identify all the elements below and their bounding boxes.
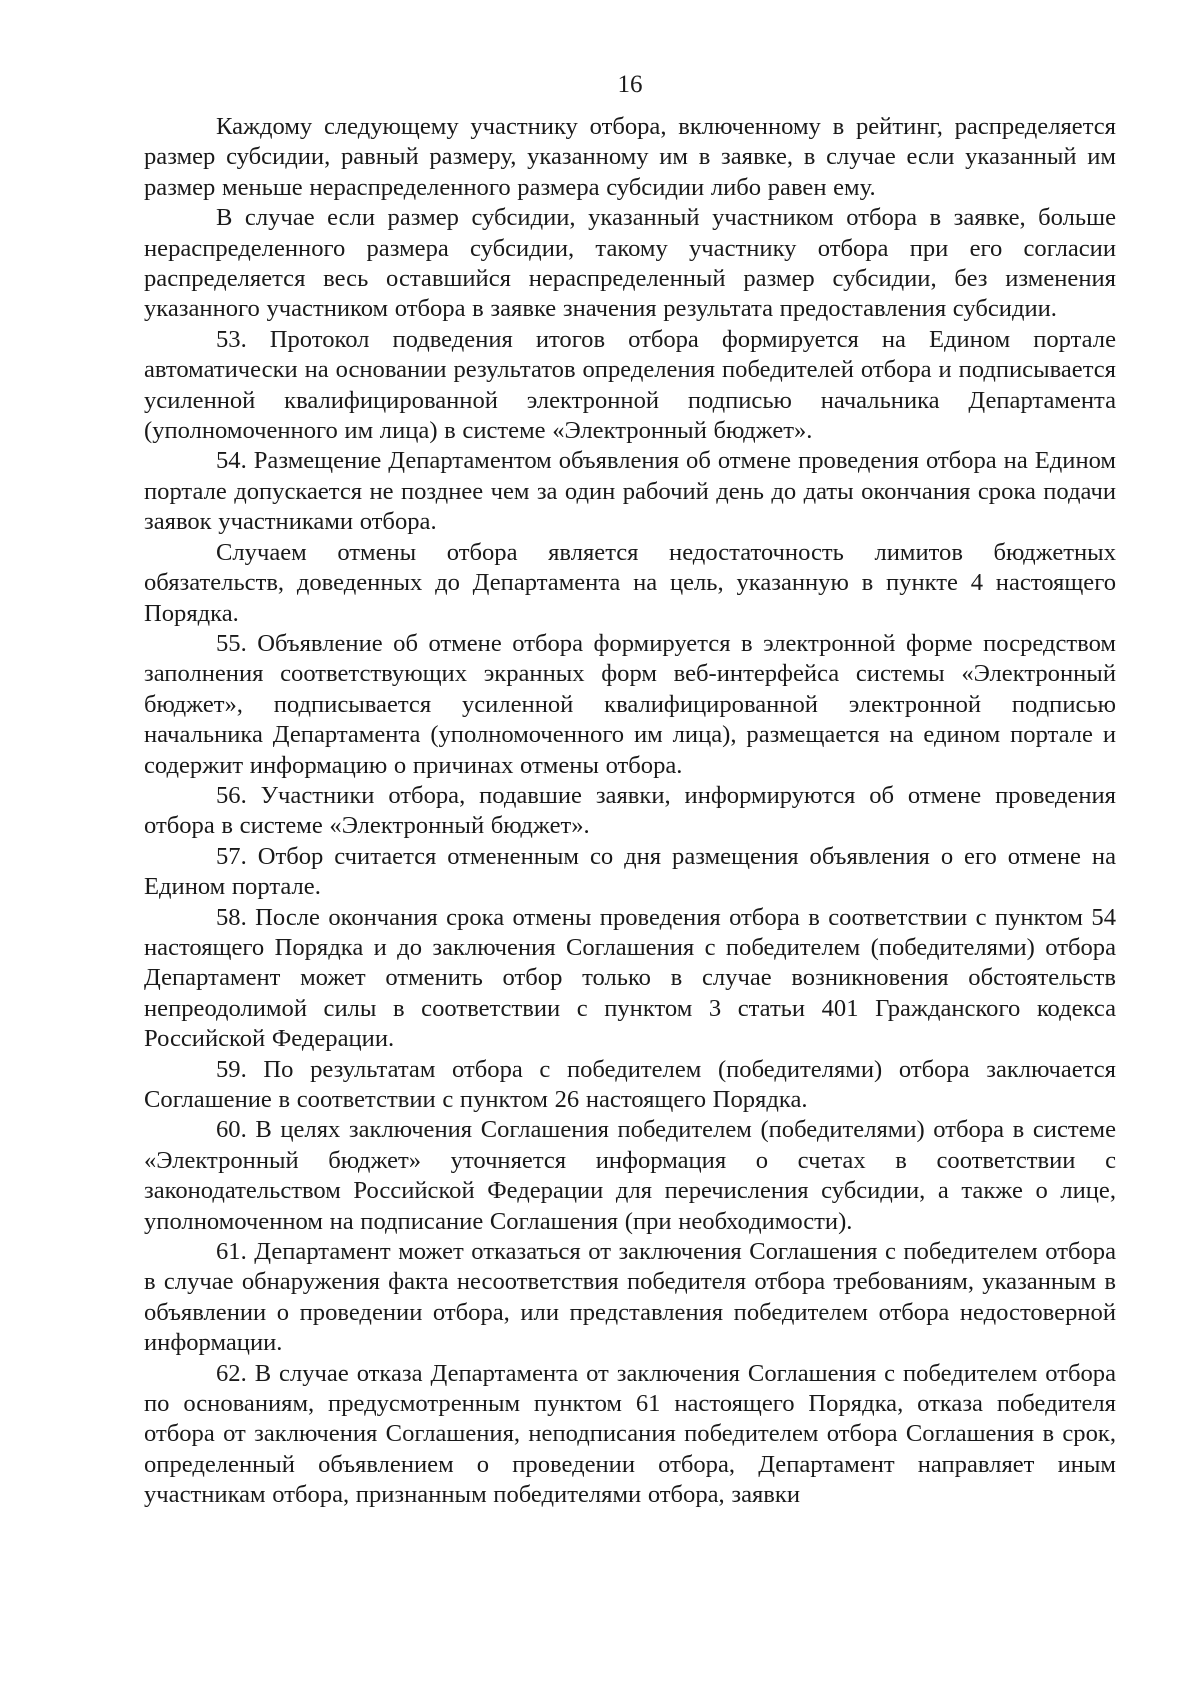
page-number: 16 (617, 71, 643, 98)
paragraph-cancellation-case: Случаем отмены отбора является недостаточность лимитов бюджетных обязательств, доведенных до Департамента на цель, указанную в пункте 4 настоящего Порядка. (144, 538, 1116, 627)
paragraph-61: 61. Департамент может отказаться от заключения Соглашения с победителем отбора в случае обнаружения факта несоответствия победителя отбора требованиям, указанным в объявлении о проведении отбора, или представления победителем отбора недостоверной информации. (144, 1238, 1116, 1357)
paragraph-53: 53. Протокол подведения итогов отбора формируется на Едином портале автоматически на основании результатов определения победителей отбора и подписывается усиленной квалифицированной электронной подписью начальника Департамента (уполномоченного им лица) в системе «Электронный бюджет». (144, 325, 1116, 445)
paragraph-60: 60. В целях заключения Соглашения победителем (победителями) отбора в системе «Электронный бюджет» уточняется информация о счетах в соответствии с законодательством Российской Федерации для перечисления субсидии, а также о лице, уполномоченном на подписание Соглашения (при необходимости). (144, 1116, 1116, 1235)
document-page (144, 70, 1116, 1511)
paragraph-55: 55. Объявление об отмене отбора формируется в электронной форме посредством заполнения соответствующих экранных форм веб-интерфейса системы «Электронный бюджет», подписывается усиленной квалифицированной электронной подписью начальника Департамента (уполномоченного им лица), размещается на едином портале и содержит информацию о причинах отмены отбора. (144, 629, 1116, 779)
paragraph-59: 59. По результатам отбора с победителем (победителями) отбора заключается Соглашение в соответствии с пунктом 26 настоящего Порядка. (144, 1055, 1116, 1113)
paragraph-57: 57. Отбор считается отмененным со дня размещения объявления о его отмене на Едином портале. (144, 842, 1116, 901)
paragraph-62: 62. В случае отказа Департамента от заключения Соглашения с победителем отбора по основаниям, предусмотренным пунктом 61 настоящего Порядка, отказа победителя отбора от заключения Соглашения, неподписания победителем отбора Соглашения в срок, определенный объявлением о проведении отбора, Департамент направляет иным участникам отбора, признанным победителями отбора, заявки (144, 1359, 1116, 1509)
paragraph-rating-distribution: Каждому следующему участнику отбора, включенному в рейтинг, распределяется размер субсидии, равный размеру, указанному им в заявке, в случае если указанный им размер меньше нераспределенного размера субсидии либо равен ему. (144, 113, 1116, 201)
paragraph-58: 58. После окончания срока отмены проведения отбора в соответствии с пунктом 54 настоящего Порядка и до заключения Соглашения с победителем (победителями) отбора Департамент может отменить отбор только в случае возникновения обстоятельств непреодолимой силы в соответствии с пунктом 3 статьи 401 Гражданского кодекса Российской Федерации. (144, 903, 1116, 1053)
paragraph-subsidy-remaining: В случае если размер субсидии, указанный участником отбора в заявке, больше нераспределенного размера субсидии, такому участнику отбора при его согласии распределяется весь оставшийся нераспределенный размер субсидии, без изменения указанного участником отбора в заявке значения результата предоставления субсидии. (144, 204, 1116, 323)
paragraph-54: 54. Размещение Департаментом объявления об отмене проведения отбора на Едином портале допускается не позднее чем за один рабочий день до даты окончания срока подачи заявок участниками отбора. (144, 447, 1116, 536)
paragraph-56: 56. Участники отбора, подавшие заявки, информируются об отмене проведения отбора в системе «Электронный бюджет». (144, 781, 1116, 840)
